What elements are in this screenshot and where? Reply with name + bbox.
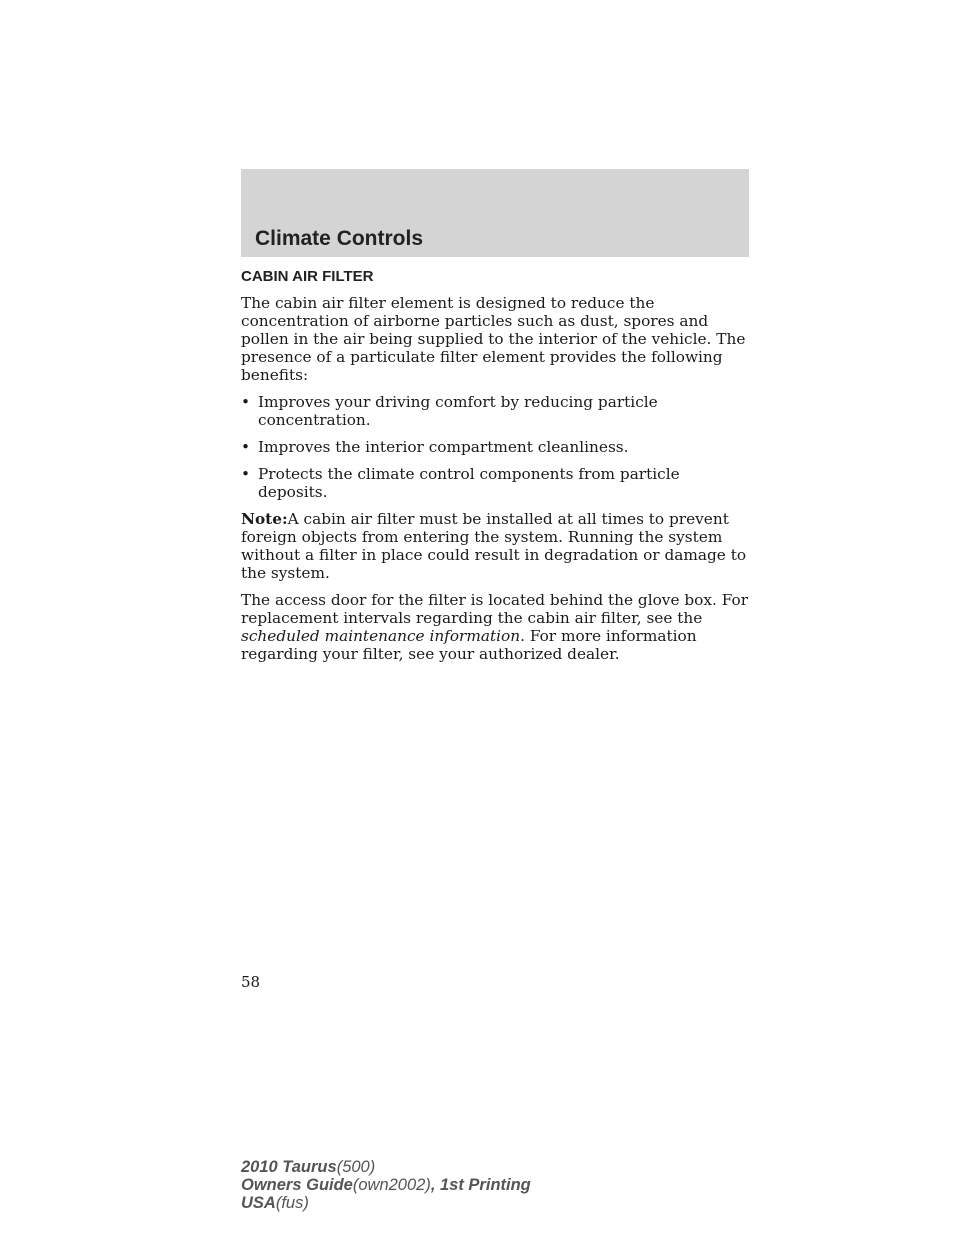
bullet-icon: • bbox=[241, 465, 251, 483]
footer-model-code: (500) bbox=[336, 1158, 376, 1176]
note-text: A cabin air filter must be installed at all times to prevent foreign objects from entering the system. Running the system without a filter in place could result in degradation or damage to the system. bbox=[241, 510, 747, 582]
section-heading: CABIN AIR FILTER bbox=[241, 268, 374, 285]
maintenance-reference: scheduled maintenance information bbox=[241, 627, 521, 645]
footer-guide: Owners Guide bbox=[241, 1176, 353, 1194]
footer-printing: , 1st Printing bbox=[430, 1176, 531, 1194]
list-item-text: Improves your driving comfort by reducing particle concentration. bbox=[258, 393, 658, 429]
note-label: Note: bbox=[241, 510, 288, 528]
chapter-header-band bbox=[241, 169, 749, 257]
footer-line-market bbox=[241, 1194, 531, 1212]
page-content bbox=[241, 268, 753, 672]
benefits-list bbox=[241, 393, 753, 501]
list-item-text: Improves the interior compartment cleanliness. bbox=[258, 438, 629, 456]
intro-paragraph: The cabin air filter element is designed to reduce the concentration of airborne particles such as dust, spores and pollen in the air being supplied to the interior of the vehicle. The presence of a particulate filter element provides the following benefits: bbox=[241, 294, 746, 384]
bullet-icon: • bbox=[241, 438, 251, 456]
page-number: 58 bbox=[241, 973, 261, 991]
footer-guide-code: (own2002) bbox=[352, 1176, 431, 1194]
footer-model: 2010 Taurus bbox=[241, 1158, 337, 1176]
access-text: The access door for the filter is located behind the glove box. For replacement intervals regarding the cabin air filter, see the bbox=[241, 591, 749, 627]
footer-market-code: (fus) bbox=[275, 1194, 309, 1212]
footer-line-model bbox=[241, 1158, 531, 1176]
footer-line-guide bbox=[241, 1176, 531, 1194]
list-item bbox=[241, 393, 753, 429]
bullet-icon: • bbox=[241, 393, 251, 411]
list-item bbox=[241, 465, 753, 501]
chapter-title: Climate Controls bbox=[255, 227, 424, 250]
note-paragraph bbox=[241, 510, 753, 582]
list-item bbox=[241, 438, 753, 456]
list-item-text: Protects the climate control components from particle deposits. bbox=[258, 465, 680, 501]
access-paragraph bbox=[241, 591, 753, 663]
access-text-end: . For more information regarding your filter, see your authorized dealer. bbox=[241, 627, 697, 663]
footer-market: USA bbox=[241, 1194, 276, 1212]
print-footer bbox=[241, 1158, 531, 1212]
